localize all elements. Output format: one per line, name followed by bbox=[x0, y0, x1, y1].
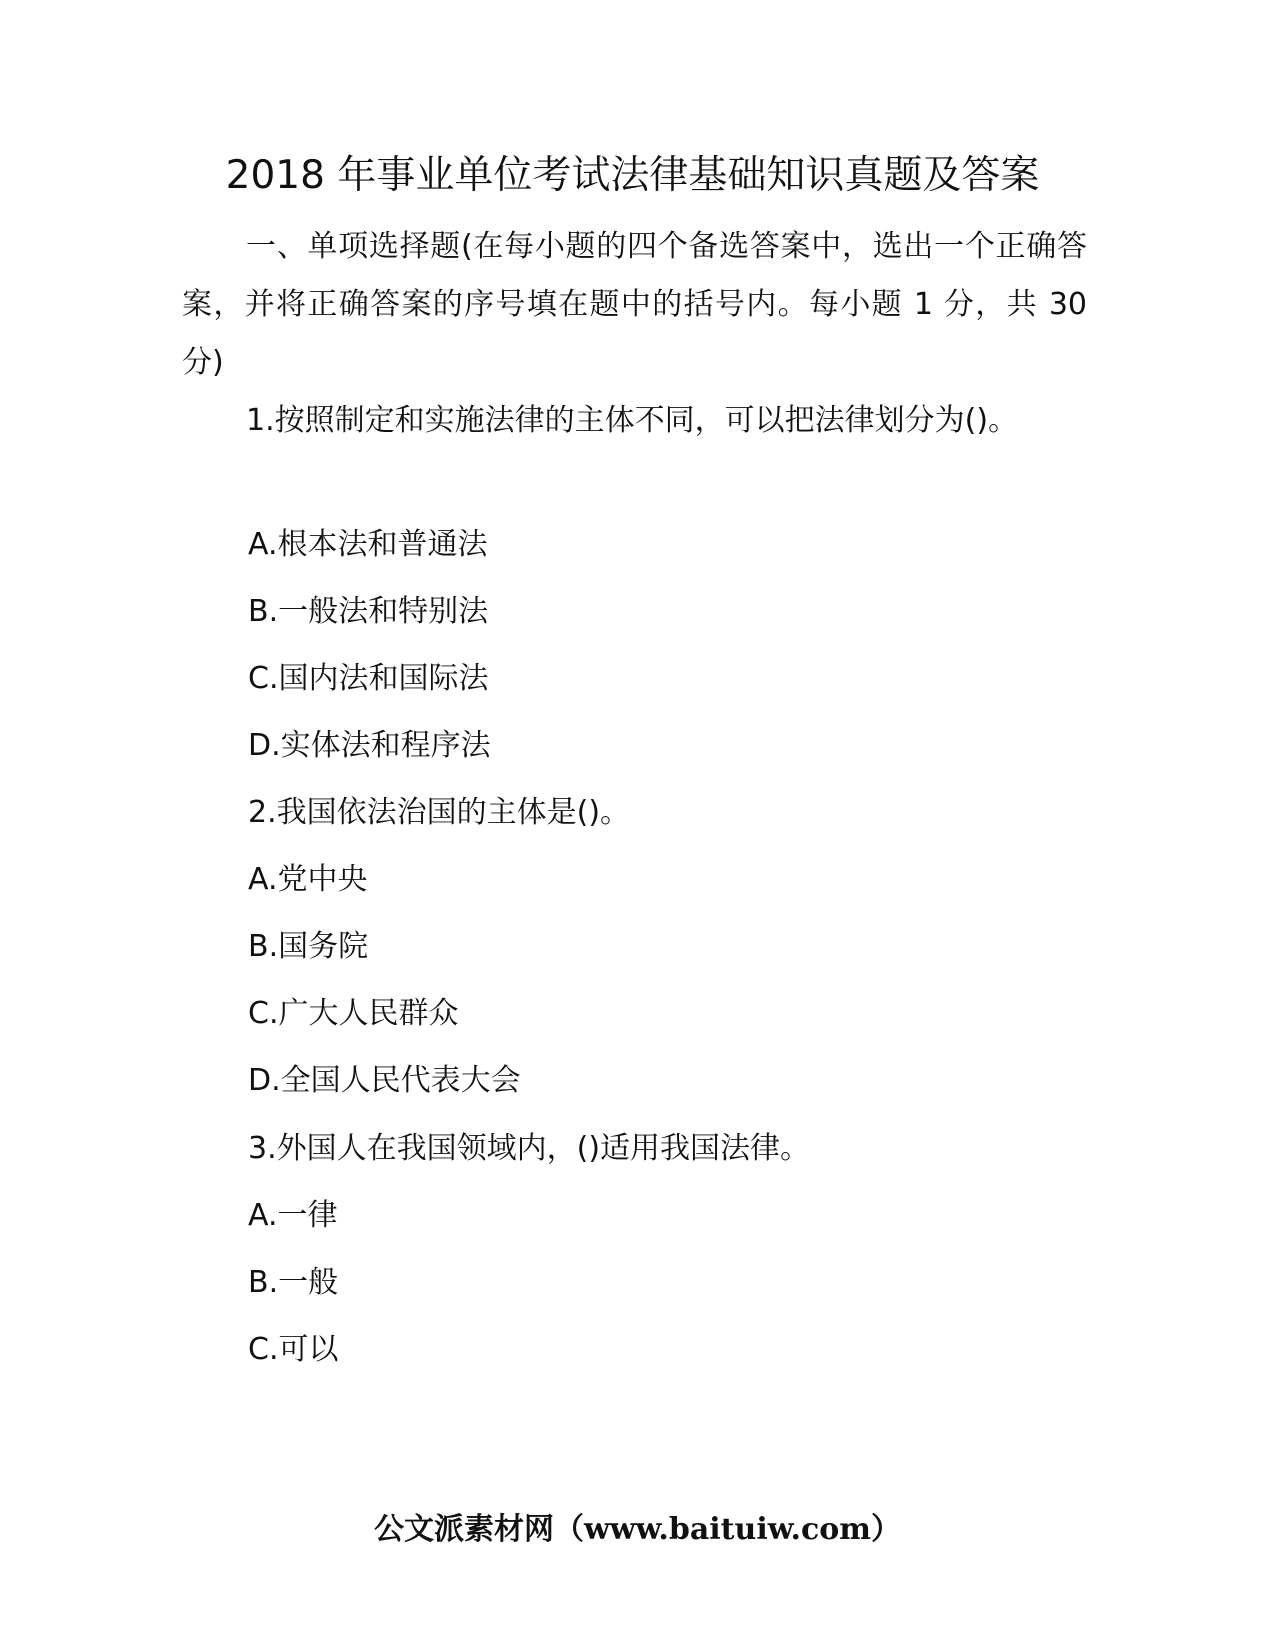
question-2-option-b: B.国务院 bbox=[248, 929, 369, 964]
question-3-stem: 3.外国人在我国领域内，()适用我国法律。 bbox=[248, 1131, 811, 1166]
question-1-option-d: D.实体法和程序法 bbox=[248, 728, 491, 763]
question-3-option-a: A.一律 bbox=[248, 1198, 338, 1233]
question-2-option-c: C.广大人民群众 bbox=[248, 996, 459, 1031]
question-1-option-a: A.根本法和普通法 bbox=[248, 527, 488, 562]
question-1-option-c: C.国内法和国际法 bbox=[248, 661, 489, 696]
question-2-option-d: D.全国人民代表大会 bbox=[248, 1063, 521, 1098]
question-1-stem: 1.按照制定和实施法律的主体不同，可以把法律划分为()。 bbox=[246, 403, 1019, 438]
question-2-option-a: A.党中央 bbox=[248, 862, 368, 897]
footer-source: 公文派素材网（www.baituiw.com） bbox=[373, 1512, 902, 1547]
question-3-option-b: B.一般 bbox=[248, 1265, 339, 1300]
section-heading: 一、单项选择题(在每小题的四个备选答案中，选出一个正确答案，并将正确答案的序号填在题中的括号内。每小题 1 分，共 30 分) bbox=[182, 229, 1087, 380]
question-3-option-c: C.可以 bbox=[248, 1332, 339, 1367]
question-1-option-b: B.一般法和特别法 bbox=[248, 594, 489, 629]
document-title: 2018 年事业单位考试法律基础知识真题及答案 bbox=[225, 153, 1040, 198]
question-2-stem: 2.我国依法治国的主体是()。 bbox=[248, 795, 631, 830]
